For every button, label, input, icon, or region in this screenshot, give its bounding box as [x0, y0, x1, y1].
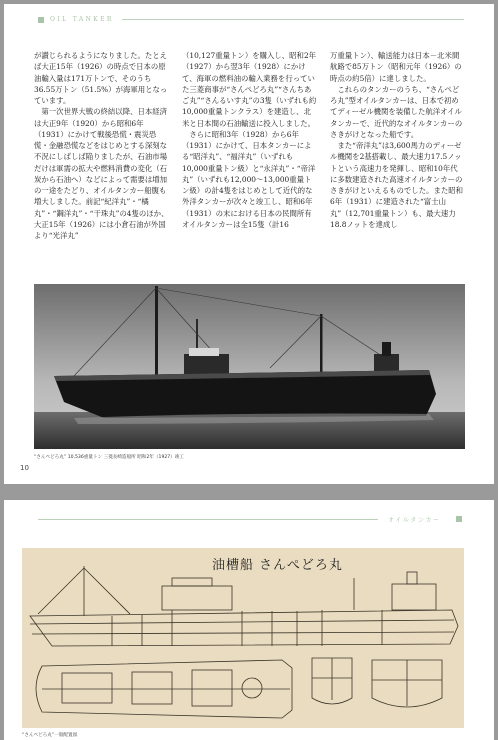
ship-photo	[34, 284, 465, 449]
page-number: 10	[20, 464, 29, 472]
right-page	[4, 500, 494, 740]
paragraph: 万重量トン）、輸送能力は日本－北米間航路で85万トン（昭和元年（1926）の時点の約5倍）に達しました。	[330, 51, 462, 83]
paragraph: さらに昭和3年（1928）から6年（1931）にかけて、日本タンカーによる“昭洋丸”、“福洋丸”（いずれも10,000重量トン級）と“永洋丸”・“帝洋丸”（いずれも12,000～13,000重量トン級）の計4隻をはじめとして近代的な外洋タンカーが次々と竣工し、昭和6年（1931）の末における日本の民間所有オイルタンカーは全15隻（計16	[182, 129, 316, 229]
paragraph: これらのタンカーのうち、“さんぺどろ丸”型オイルタンカーは、日本で初めてディーゼル機関を装備した航洋オイルタンカーで、近代的なオイルタンカーのさきがけとなった船です。	[330, 84, 463, 139]
left-page	[4, 4, 494, 484]
running-head-rule	[122, 19, 464, 20]
paragraph: 第一次世界大戦の終結以降、日本経済は大正9年（1920）から昭和6年（1931）にかけて戦後恐慌・震災恐慌・金融恐慌などをはじめとする深刻な不況にしばしば陥りましたが、石油市場だけは軍需の拡大や燃料消費の変化（石炭から石油へ）などによって需要は増加の一途をたどり、オイルタンカー船腹も増大しました。前記“紀洋丸”・“橘丸”・“鋼洋丸”・“干珠丸”の4隻のほか、大正15年（1926）には小倉石油が外国より“光洋丸”	[34, 107, 169, 240]
running-head-mark	[456, 516, 462, 522]
paragraph: が讃じられるようになりました。たとえば大正15年（1926）の時点で日本の原油輸入量は171万トンで、そのうち36.55万トン（51.5%）が海軍用となっています。	[34, 51, 168, 105]
photo-caption: “さんぺどろ丸” 10,536重量トン 三菱長崎造船所 昭和2年（1927）竣工	[34, 455, 184, 460]
paragraph: また“帝洋丸”は3,600馬力のディーゼル機関を2基搭載し、最大速力17.5ノットという高速力を発揮し、昭和10年代に多数建造された高速オイルタンカーのさきがけといえるものでした。また昭和6年（1931）に建造された“富士山丸”（12,701重量トン）も、最大速力18.8ノットを達成し	[330, 141, 464, 229]
drawing-title: 油槽船 さんぺどろ丸	[212, 558, 343, 573]
text-column-1	[34, 50, 169, 241]
drawing-caption: “さんぺどろ丸”一般配置図	[22, 733, 78, 738]
tanker-photo-image	[34, 284, 465, 449]
text-column-3	[330, 50, 465, 230]
text-column-2	[182, 50, 317, 230]
running-head-rule	[38, 519, 378, 520]
running-head: OIL TANKER	[50, 16, 114, 23]
running-head-mark	[38, 17, 44, 23]
running-head: オイルタンカー	[388, 517, 441, 524]
general-arrangement-drawing	[22, 548, 464, 728]
drawing-linework	[22, 548, 464, 728]
paragraph: （10,127重量トン）を購入し、昭和2年（1927）から翌3年（1928）にかけて、海軍の燃料油の輸入業務を行っていた三菱商事が“さんぺどろ丸”“さんちあご丸”“さんるいす丸”の3隻（いずれも約10,000重量トンクラス）を建造し、北米と日本間の石油輸送に投入しました。	[182, 51, 317, 128]
